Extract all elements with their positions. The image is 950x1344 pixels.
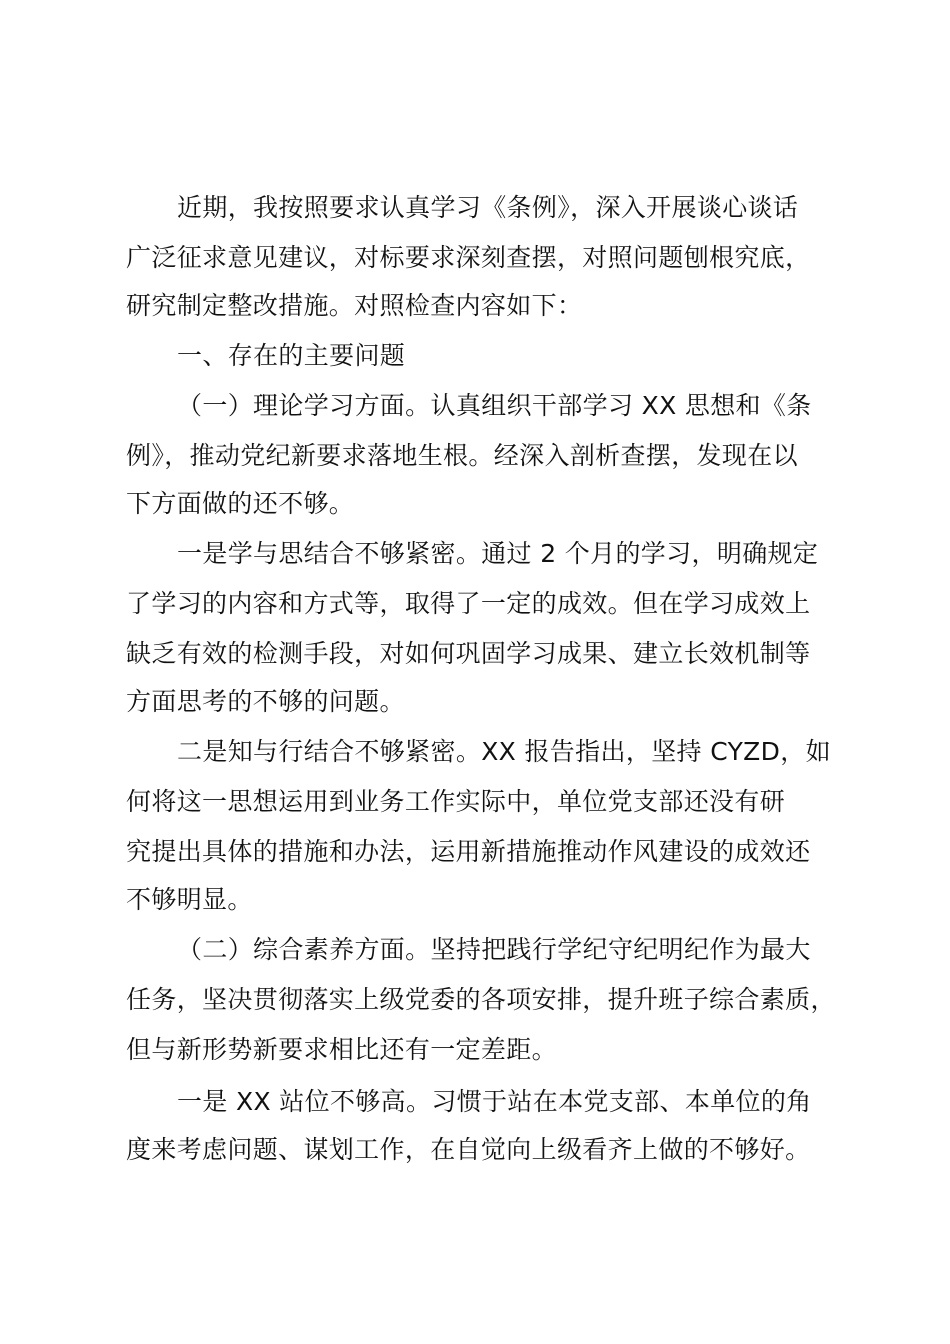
paragraph-line: 何将这一思想运用到业务工作实际中，单位党支部还没有研	[126, 787, 786, 816]
subsection-line: （一）理论学习方面。认真组织干部学习 XX 思想和《条	[177, 391, 812, 420]
subsection-line: 下方面做的还不够。	[126, 489, 355, 518]
paragraph-line: 究提出具体的措施和办法，运用新措施推动作风建设的成效还	[126, 837, 811, 866]
subsection-line: （二）综合素养方面。坚持把践行学纪守纪明纪作为最大	[177, 935, 811, 964]
paragraph-line: 了学习的内容和方式等，取得了一定的成效。但在学习成效上	[126, 589, 811, 618]
paragraph-line: 不够明显。	[126, 885, 253, 914]
subsection-line: 任务，坚决贯彻落实上级党委的各项安排，提升班子综合素质，	[126, 985, 836, 1014]
paragraph-line: 方面思考的不够的问题。	[126, 687, 405, 716]
paragraph-line: 近期，我按照要求认真学习《条例》，深入开展谈心谈话	[177, 193, 799, 222]
section-heading: 一、存在的主要问题	[177, 341, 406, 370]
paragraph-line: 研究制定整改措施。对照检查内容如下：	[126, 291, 583, 320]
subsection-line: 例》，推动党纪新要求落地生根。经深入剖析查摆，发现在以	[126, 441, 798, 470]
paragraph-line: 一是 XX 站位不够高。习惯于站在本党支部、本单位的角	[177, 1087, 812, 1116]
paragraph-line: 二是知与行结合不够紧密。XX 报告指出，坚持 CYZD，如	[177, 737, 831, 766]
paragraph-line: 缺乏有效的检测手段，对如何巩固学习成果、建立长效机制等	[126, 639, 811, 668]
subsection-line: 但与新形势新要求相比还有一定差距。	[126, 1035, 557, 1064]
paragraph-line: 度来考虑问题、谋划工作，在自觉向上级看齐上做的不够好。	[126, 1135, 811, 1164]
paragraph-line: 广泛征求意见建议，对标要求深刻查摆，对照问题刨根究底，	[126, 243, 811, 272]
paragraph-line: 一是学与思结合不够紧密。通过 2 个月的学习，明确规定	[177, 539, 819, 568]
